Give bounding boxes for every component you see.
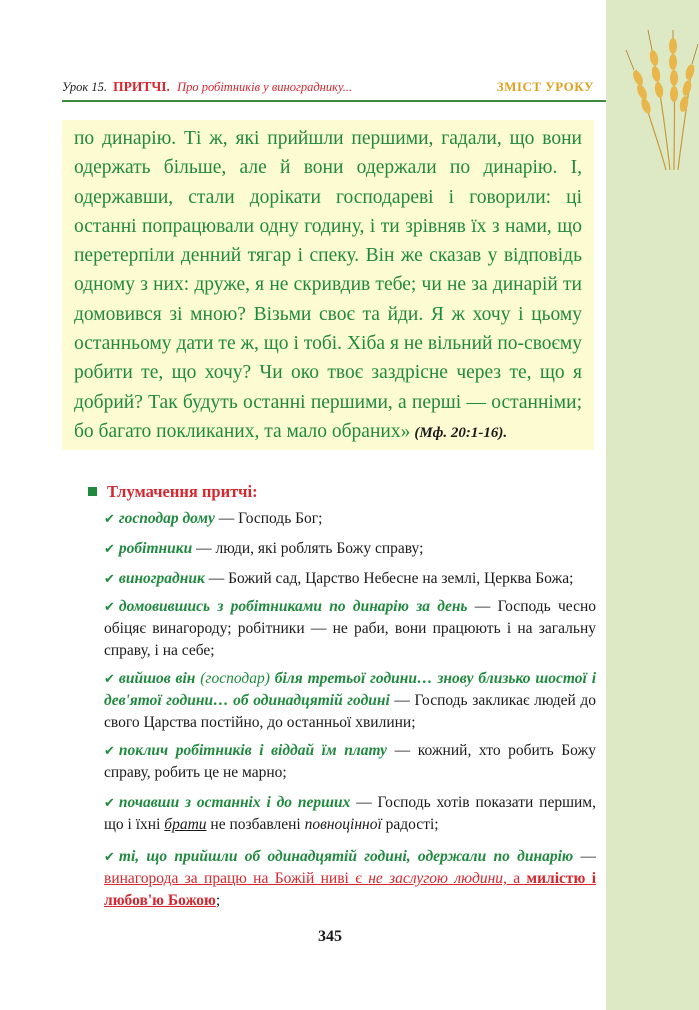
parable-quote	[74, 124, 582, 448]
list-item	[104, 508, 596, 530]
check-icon: ✔	[104, 511, 115, 526]
check-icon: ✔	[104, 571, 115, 586]
term: біля третьої години… знову близько шостої і дев'ятої години… об одинадцятій годині	[104, 670, 597, 709]
list-item	[104, 846, 596, 912]
quote-text: по динарію. Ті ж, які прийшли першими, гадали, що вони одержать більше, але й вони одержали по динарію. І, одержавши, стали дорікати господареві і говорили: ці останні попрацювали одну годину, і ти зрівняв їх з нами, що перетерпіли денний тягар і спеку. Він же сказав у відповідь одному з них: друже, я не скривдив тебе; чи не за динарій ти домовився зі мною? Візьми своє та йди. Я ж хочу і цьому останньому дати те ж, що і тобі. Хіба я не вільний по-своєму робити те, що хочу? Чи око твоє заздрісне через те, що я добрий? Так будуть останні першими, а перші — останніми; бо багато покликаних, та мало обраних»	[74, 128, 582, 442]
term: почавши з останніх і до перших	[118, 794, 351, 811]
term: вийшов він	[118, 670, 196, 687]
scripture-reference: (Мф. 20:1-16).	[414, 424, 508, 441]
definition: —	[573, 848, 596, 865]
definition: — Господь закликає людей до свого Царства постійно, до останньої хвилини;	[104, 692, 596, 731]
page-header	[62, 79, 598, 101]
term: господар дому	[118, 510, 215, 527]
term: ті, що прийшли об одинадцятій годині, одержали по динарію	[118, 848, 574, 865]
definition: — Господь Бог;	[214, 510, 323, 527]
definition: — Господь хотів показати першим, що і їхні	[104, 794, 596, 833]
highlight: винагорода за працю на Божій ниві є	[104, 870, 369, 887]
highlight: не заслугою людини,	[368, 870, 507, 887]
definition: не позбавлені	[206, 816, 305, 833]
highlight: а	[506, 870, 527, 887]
emphasis: брати	[164, 816, 207, 833]
lesson-number: Урок 15.	[62, 80, 108, 94]
check-icon: ✔	[104, 541, 115, 556]
list-item	[104, 792, 596, 836]
parable-quote-box	[62, 120, 594, 450]
term-note: (господар)	[200, 670, 270, 687]
term: робітники	[118, 540, 193, 557]
emphasis: повноцінної	[304, 816, 382, 833]
check-icon: ✔	[104, 599, 115, 614]
list-item	[104, 568, 596, 590]
list-item	[104, 538, 596, 560]
definition: — люди, які роблять Божу справу;	[192, 540, 424, 557]
term: поклич робітників і віддай їм плату	[118, 742, 388, 759]
lesson-contents-link[interactable]: ЗМІСТ УРОКУ	[496, 79, 594, 94]
explanation-title-text: Тлумачення притчі:	[107, 482, 258, 501]
lesson-topic: ПРИТЧІ.	[113, 79, 170, 94]
list-item	[104, 740, 596, 784]
page-number: 345	[318, 928, 342, 945]
definition: ;	[215, 892, 221, 909]
definition: — Божий сад, Царство Небесне на землі, Церква Божа;	[204, 570, 574, 587]
explanation-title	[88, 482, 258, 502]
list-item	[104, 668, 596, 734]
highlight: милістю і любов'ю Божою	[104, 870, 597, 909]
check-icon: ✔	[104, 795, 115, 810]
term: виноградник	[118, 570, 205, 587]
definition: — Господь чесно обіцяє винагороду; робітники — не раби, вони працюють і на загальну справу, і на себе;	[104, 598, 597, 659]
term: домовившись з робітниками по динарію за день	[118, 598, 468, 615]
definition: радості;	[381, 816, 439, 833]
list-item	[104, 596, 596, 662]
square-bullet-icon	[88, 487, 97, 496]
header-divider	[62, 100, 606, 102]
check-icon: ✔	[104, 743, 115, 758]
check-icon: ✔	[104, 849, 115, 864]
definition: — кожний, хто робить Божу справу, робить це не марно;	[104, 742, 596, 781]
wheat-icon	[596, 30, 699, 170]
lesson-subtitle: Про робітників у винограднику...	[177, 80, 353, 94]
check-icon: ✔	[104, 671, 115, 686]
